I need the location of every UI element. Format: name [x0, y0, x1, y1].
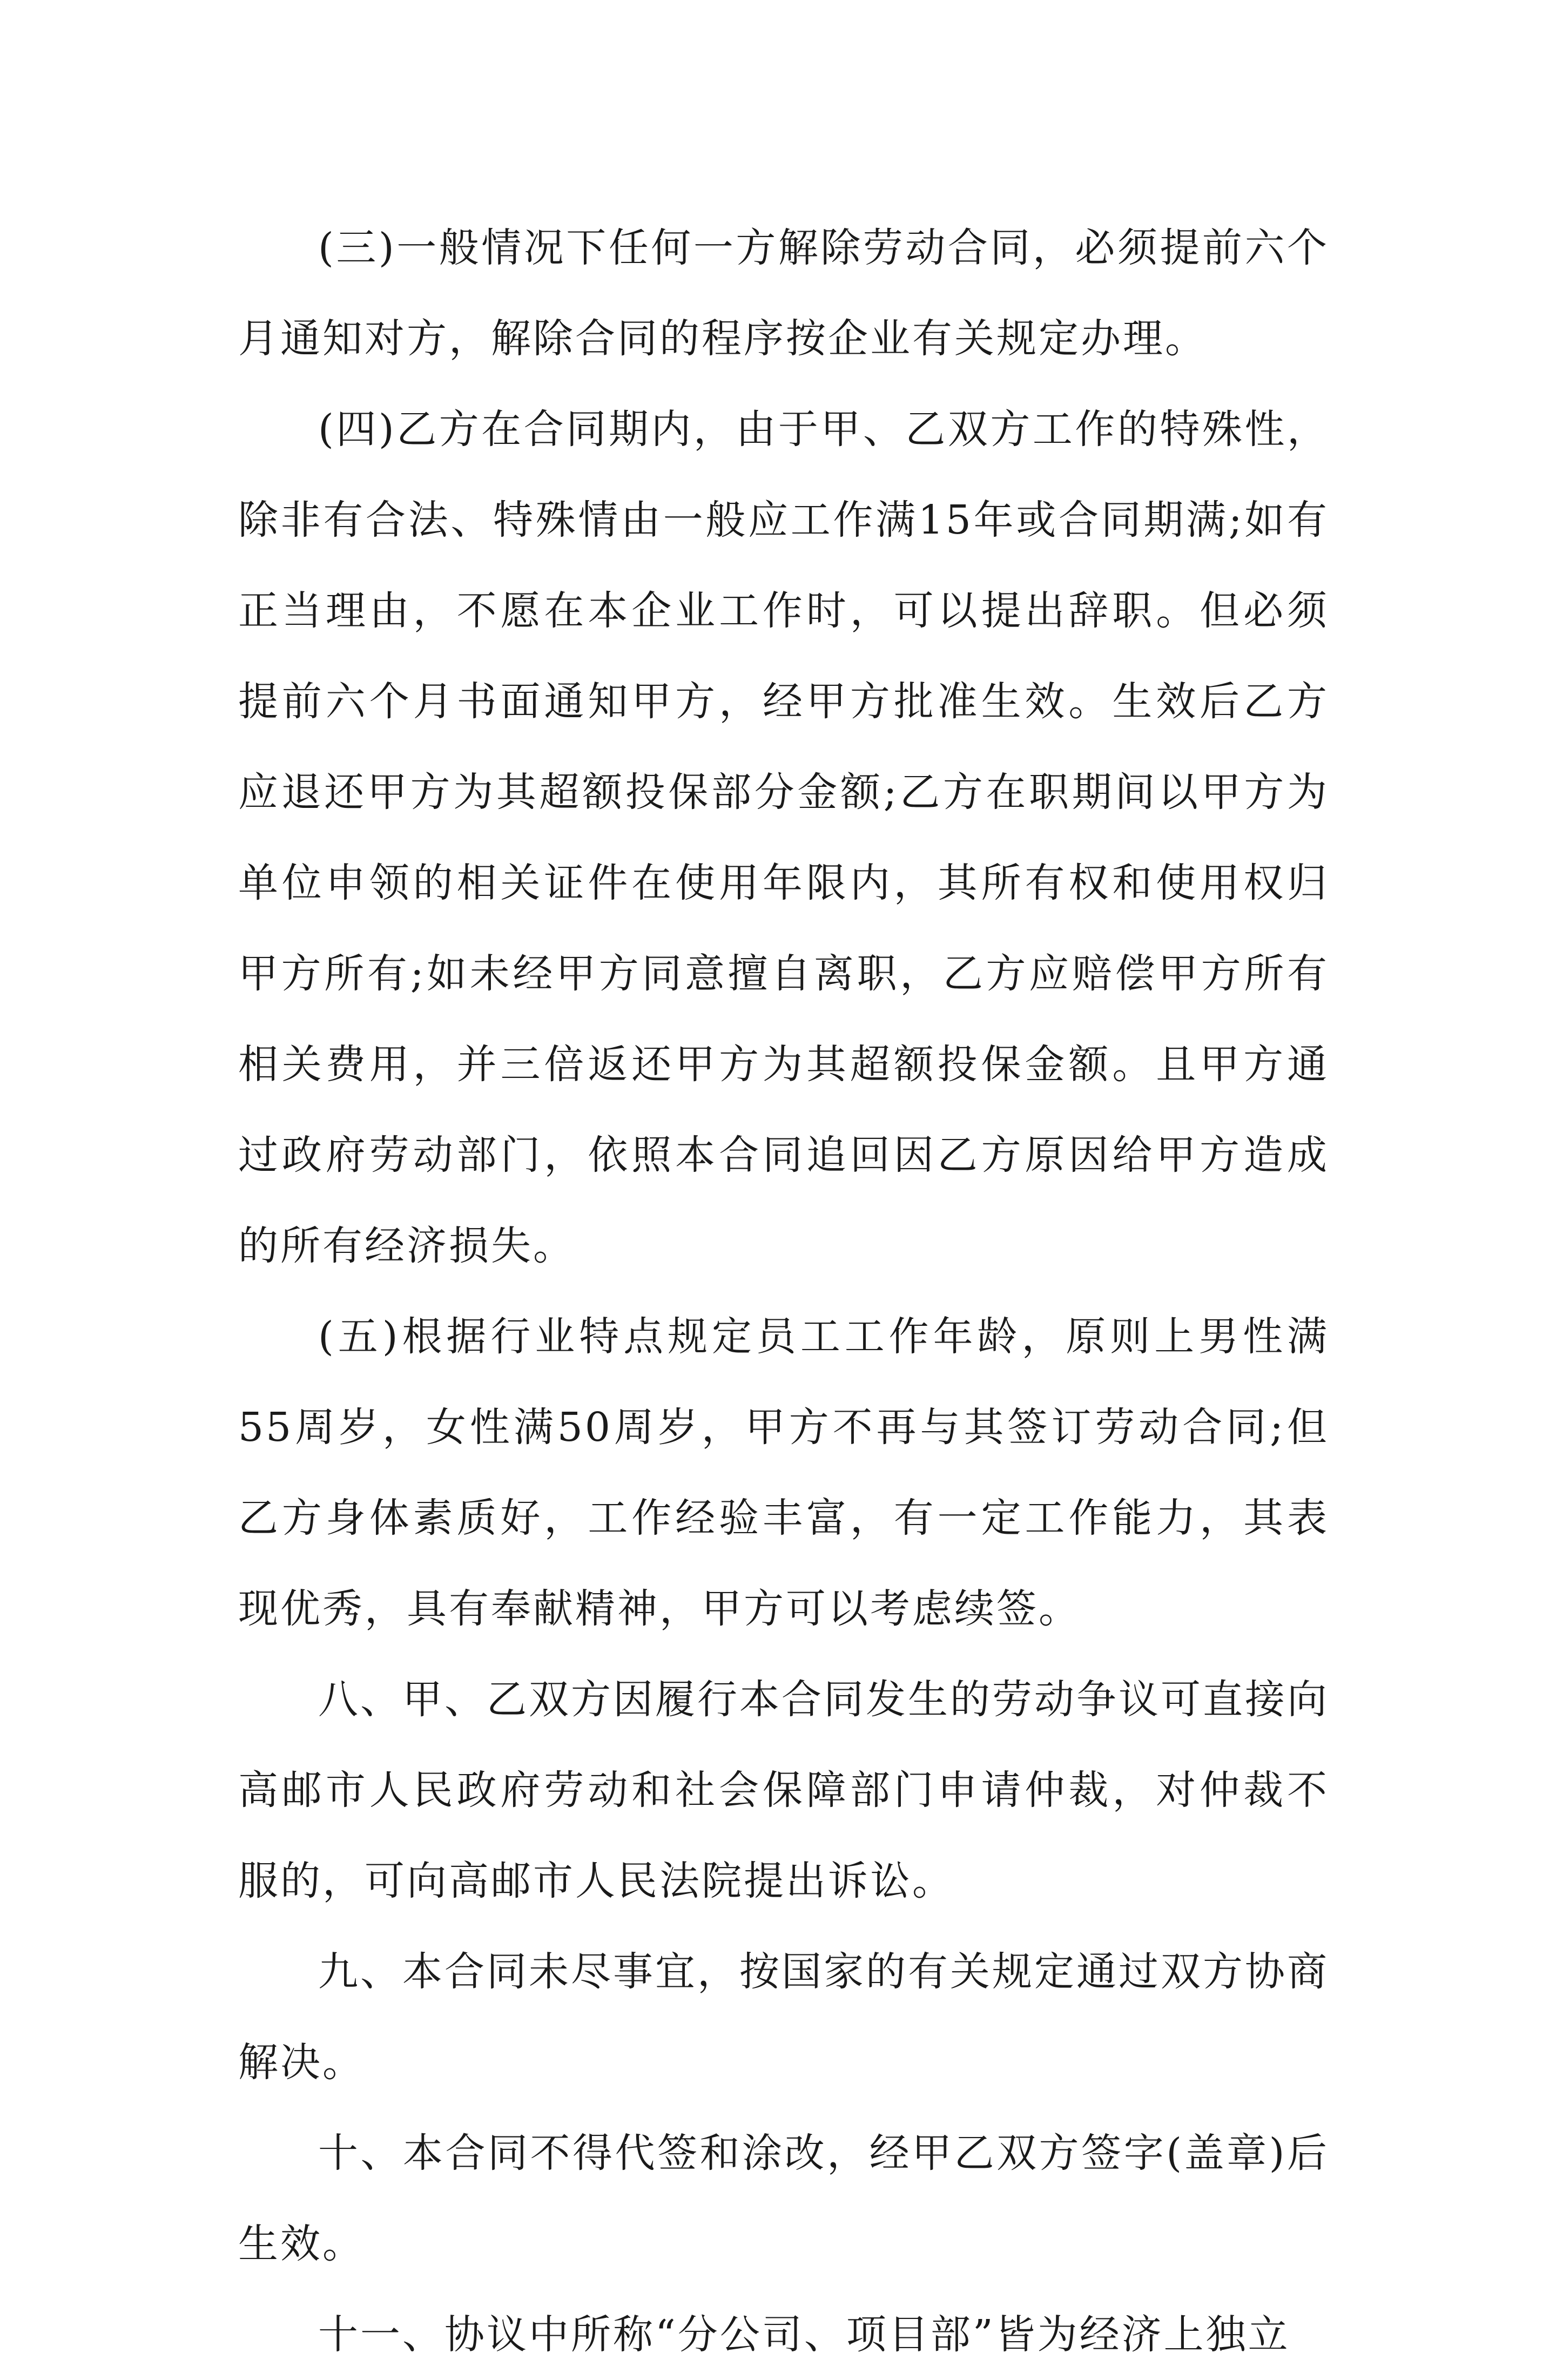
paragraph-unresolved-matters: 九、本合同未尽事宜，按国家的有关规定通过双方协商解决。 — [238, 1949, 1329, 2086]
document-body — [238, 203, 1329, 2380]
paragraph-working-age: (五)根据行业特点规定员工工作年龄，原则上男性满55周岁，女性满50周岁，甲方不再与其签订劳动合同;但乙方身体素质好，工作经验丰富，有一定工作能力，其表现优秀，具有奉献精神，甲方可以考虑续签。 — [238, 1313, 1329, 1632]
paragraph-termination-notice: (三)一般情况下任何一方解除劳动合同，必须提前六个月通知对方，解除合同的程序按企业有关规定办理。 — [238, 225, 1329, 362]
paragraph-labor-dispute: 八、甲、乙双方因履行本合同发生的劳动争议可直接向高邮市人民政府劳动和社会保障部门申请仲裁，对仲裁不服的，可向高邮市人民法院提出诉讼。 — [238, 1676, 1329, 1904]
paragraph-signature-validity: 十、本合同不得代签和涂改，经甲乙双方签字(盖章)后生效。 — [238, 2130, 1329, 2267]
paragraph-resignation-terms: (四)乙方在合同期内，由于甲、乙双方工作的特殊性，除非有合法、特殊情由一般应工作满15年或合同期满;如有正当理由，不愿在本企业工作时，可以提出辞职。但必须提前六个月书面通知甲方，经甲方批准生效。生效后乙方应退还甲方为其超额投保部分金额;乙方在职期间以甲方为单位申领的相关证件在使用年限内，其所有权和使用权归甲方所有;如未经甲方同意擅自离职，乙方应赔偿甲方所有相关费用，并三倍返还甲方为其超额投保金额。且甲方通过政府劳动部门，依照本合同追回因乙方原因给甲方造成的所有经济损失。 — [238, 406, 1329, 1269]
paragraph-definitions: 十一、协议中所称“分公司、项目部”皆为经济上独立 — [318, 2311, 1290, 2358]
